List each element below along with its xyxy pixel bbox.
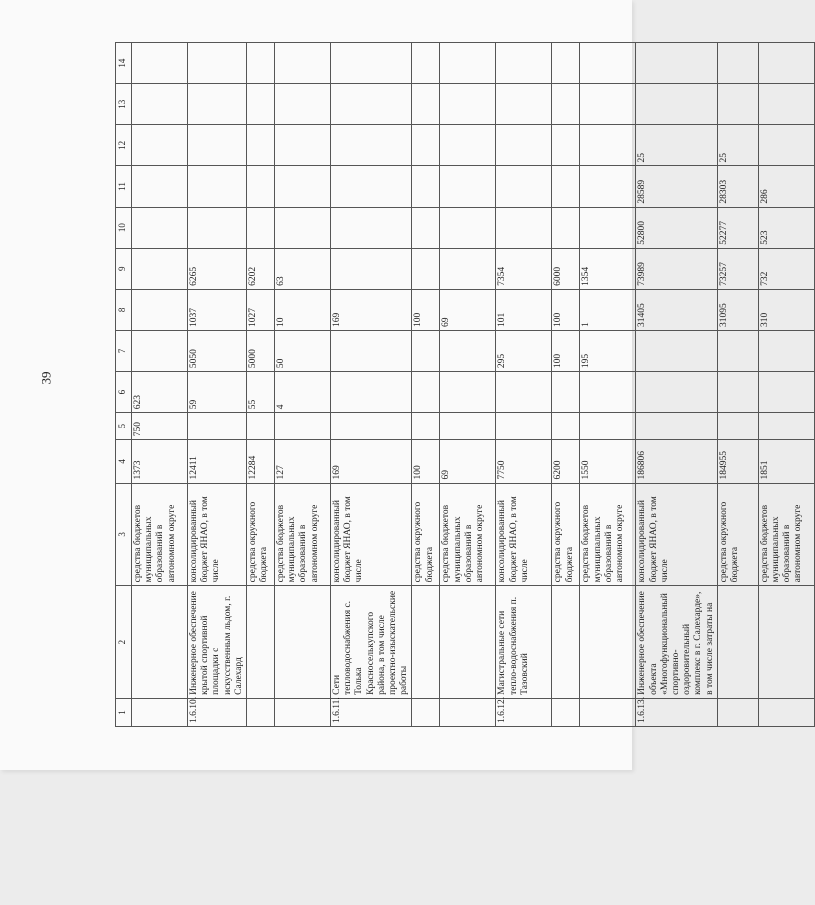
- year-4-cell: 310: [758, 289, 814, 330]
- funding-source-cell: средства окружного бюджета: [552, 483, 580, 586]
- year-9-cell: [247, 84, 275, 125]
- year-2-cell: 4: [275, 372, 331, 413]
- year-6-cell: [275, 207, 331, 248]
- total-cell: 100: [412, 440, 440, 483]
- rotated-table-wrapper: [115, 42, 804, 727]
- year-8-cell: [188, 125, 247, 166]
- year-7-cell: 286: [758, 166, 814, 207]
- year-1-cell: [440, 413, 496, 440]
- year-10-cell: [188, 43, 247, 84]
- year-6-cell: 52800: [636, 207, 717, 248]
- total-cell: 1373: [132, 440, 188, 483]
- funding-source-cell: средства бюджетов муниципальных образований в автономном округе: [440, 483, 496, 586]
- object-name-cell: [247, 586, 275, 699]
- object-name-cell: Инженерное обеспечение объекта «Многофункциональный спортивно-оздоровительный комплекс в г. Салехарде», в том числе затраты на: [636, 586, 717, 699]
- year-7-cell: [132, 166, 188, 207]
- year-5-cell: [412, 248, 440, 289]
- funding-source-cell: консолидированный бюджет ЯНАО, в том числе: [496, 483, 552, 586]
- year-8-cell: [496, 125, 552, 166]
- column-number-header: 2: [116, 586, 132, 699]
- year-2-cell: [580, 372, 636, 413]
- year-2-cell: [496, 372, 552, 413]
- funding-source-cell: средства бюджетов муниципальных образований в автономном округе: [132, 483, 188, 586]
- year-8-cell: [552, 125, 580, 166]
- row-number-cell: 1.6.13.: [636, 698, 717, 726]
- year-7-cell: [580, 166, 636, 207]
- year-6-cell: [440, 207, 496, 248]
- year-10-cell: [331, 43, 412, 84]
- column-number-header: 3: [116, 483, 132, 586]
- year-1-cell: [188, 413, 247, 440]
- year-2-cell: 55: [247, 372, 275, 413]
- year-6-cell: [552, 207, 580, 248]
- object-name-cell: [132, 586, 188, 699]
- year-4-cell: 10: [275, 289, 331, 330]
- object-name-cell: Сети тепловодоснабжения с. Толька Красноселькупского района, в том числе проектно-изыскательские работы: [331, 586, 412, 699]
- year-5-cell: [440, 248, 496, 289]
- year-4-cell: 31095: [717, 289, 758, 330]
- column-number-header: 9: [116, 248, 132, 289]
- year-10-cell: [552, 43, 580, 84]
- year-2-cell: [331, 372, 412, 413]
- total-cell: 7750: [496, 440, 552, 483]
- year-1-cell: [331, 413, 412, 440]
- year-8-cell: [331, 125, 412, 166]
- year-8-cell: 25: [717, 125, 758, 166]
- table-row: [132, 43, 188, 727]
- year-6-cell: [496, 207, 552, 248]
- year-9-cell: [580, 84, 636, 125]
- column-number-header: 14: [116, 43, 132, 84]
- year-8-cell: [440, 125, 496, 166]
- year-5-cell: 1354: [580, 248, 636, 289]
- year-4-cell: 101: [496, 289, 552, 330]
- table-row: [412, 43, 440, 727]
- object-name-cell: [440, 586, 496, 699]
- object-name-cell: [758, 586, 814, 699]
- table-row: [758, 43, 814, 727]
- row-number-cell: 1.6.10.: [188, 698, 247, 726]
- year-5-cell: 73257: [717, 248, 758, 289]
- year-6-cell: [580, 207, 636, 248]
- row-number-cell: [717, 698, 758, 726]
- year-7-cell: [188, 166, 247, 207]
- total-cell: 186806: [636, 440, 717, 483]
- object-name-cell: [412, 586, 440, 699]
- funding-source-cell: средства окружного бюджета: [412, 483, 440, 586]
- year-8-cell: [132, 125, 188, 166]
- year-9-cell: [552, 84, 580, 125]
- year-2-cell: [717, 372, 758, 413]
- year-7-cell: [440, 166, 496, 207]
- object-name-cell: [717, 586, 758, 699]
- year-3-cell: 295: [496, 330, 552, 371]
- year-9-cell: [636, 84, 717, 125]
- funding-source-cell: средства бюджетов муниципальных образований в автономном округе: [580, 483, 636, 586]
- total-cell: 1550: [580, 440, 636, 483]
- year-4-cell: 31405: [636, 289, 717, 330]
- row-number-cell: [132, 698, 188, 726]
- year-4-cell: 169: [331, 289, 412, 330]
- year-3-cell: 100: [552, 330, 580, 371]
- table-row: [496, 43, 552, 727]
- year-7-cell: 28589: [636, 166, 717, 207]
- year-4-cell: [132, 289, 188, 330]
- year-8-cell: [247, 125, 275, 166]
- year-1-cell: [717, 413, 758, 440]
- funding-source-cell: консолидированный бюджет ЯНАО, в том числе: [188, 483, 247, 586]
- year-6-cell: [247, 207, 275, 248]
- year-4-cell: 1027: [247, 289, 275, 330]
- year-9-cell: [331, 84, 412, 125]
- year-6-cell: [331, 207, 412, 248]
- year-2-cell: [552, 372, 580, 413]
- table-row: [580, 43, 636, 727]
- year-10-cell: [758, 43, 814, 84]
- budget-table: [115, 42, 815, 727]
- object-name-cell: [580, 586, 636, 699]
- year-6-cell: 523: [758, 207, 814, 248]
- row-number-cell: 1.6.11.: [331, 698, 412, 726]
- year-5-cell: 7354: [496, 248, 552, 289]
- year-4-cell: 100: [552, 289, 580, 330]
- year-9-cell: [132, 84, 188, 125]
- year-3-cell: [717, 330, 758, 371]
- year-2-cell: [636, 372, 717, 413]
- year-2-cell: [440, 372, 496, 413]
- year-7-cell: [331, 166, 412, 207]
- year-5-cell: 732: [758, 248, 814, 289]
- total-cell: 12411: [188, 440, 247, 483]
- funding-source-cell: средства окружного бюджета: [717, 483, 758, 586]
- column-number-header: 1: [116, 698, 132, 726]
- year-10-cell: [132, 43, 188, 84]
- year-6-cell: [412, 207, 440, 248]
- year-6-cell: [132, 207, 188, 248]
- year-7-cell: [275, 166, 331, 207]
- year-4-cell: 69: [440, 289, 496, 330]
- total-cell: 169: [331, 440, 412, 483]
- table-row: [636, 43, 717, 727]
- funding-source-cell: консолидированный бюджет ЯНАО, в том числе: [331, 483, 412, 586]
- row-number-cell: [247, 698, 275, 726]
- year-3-cell: [636, 330, 717, 371]
- header-row: [116, 43, 132, 727]
- table-row: [552, 43, 580, 727]
- year-1-cell: [552, 413, 580, 440]
- table-row: [331, 43, 412, 727]
- year-5-cell: 6202: [247, 248, 275, 289]
- year-5-cell: [331, 248, 412, 289]
- year-10-cell: [496, 43, 552, 84]
- column-number-header: 7: [116, 330, 132, 371]
- total-cell: 1851: [758, 440, 814, 483]
- year-1-cell: 750: [132, 413, 188, 440]
- year-7-cell: [247, 166, 275, 207]
- year-10-cell: [636, 43, 717, 84]
- year-9-cell: [440, 84, 496, 125]
- year-5-cell: 73989: [636, 248, 717, 289]
- funding-source-cell: средства бюджетов муниципальных образований в автономном округе: [275, 483, 331, 586]
- year-5-cell: 6000: [552, 248, 580, 289]
- year-10-cell: [412, 43, 440, 84]
- year-4-cell: 1: [580, 289, 636, 330]
- column-number-header: 6: [116, 372, 132, 413]
- year-6-cell: 52277: [717, 207, 758, 248]
- total-cell: 127: [275, 440, 331, 483]
- year-5-cell: 6265: [188, 248, 247, 289]
- year-9-cell: [188, 84, 247, 125]
- year-3-cell: [440, 330, 496, 371]
- row-number-cell: [758, 698, 814, 726]
- row-number-cell: [580, 698, 636, 726]
- year-2-cell: [758, 372, 814, 413]
- year-1-cell: [412, 413, 440, 440]
- year-9-cell: [275, 84, 331, 125]
- year-9-cell: [758, 84, 814, 125]
- year-9-cell: [717, 84, 758, 125]
- year-7-cell: [496, 166, 552, 207]
- year-9-cell: [412, 84, 440, 125]
- page-number: 39: [38, 371, 54, 385]
- funding-source-cell: средства бюджетов муниципальных образований в автономном округе: [758, 483, 814, 586]
- total-cell: 6200: [552, 440, 580, 483]
- year-1-cell: [758, 413, 814, 440]
- year-3-cell: [758, 330, 814, 371]
- year-10-cell: [717, 43, 758, 84]
- year-3-cell: [412, 330, 440, 371]
- object-name-cell: Инженерное обеспечение крытой спортивной площадки с искусственным льдом, г. Салехард: [188, 586, 247, 699]
- column-number-header: 4: [116, 440, 132, 483]
- year-7-cell: [552, 166, 580, 207]
- table-body: [132, 43, 815, 727]
- table-row: [247, 43, 275, 727]
- row-number-cell: [552, 698, 580, 726]
- year-7-cell: [412, 166, 440, 207]
- year-10-cell: [440, 43, 496, 84]
- year-1-cell: [636, 413, 717, 440]
- year-9-cell: [496, 84, 552, 125]
- year-5-cell: [132, 248, 188, 289]
- year-10-cell: [247, 43, 275, 84]
- year-4-cell: 100: [412, 289, 440, 330]
- year-4-cell: 1037: [188, 289, 247, 330]
- funding-source-cell: консолидированный бюджет ЯНАО, в том числе: [636, 483, 717, 586]
- year-3-cell: [331, 330, 412, 371]
- column-number-header: 12: [116, 125, 132, 166]
- table-row: [440, 43, 496, 727]
- year-2-cell: 623: [132, 372, 188, 413]
- year-8-cell: [758, 125, 814, 166]
- year-3-cell: 195: [580, 330, 636, 371]
- year-1-cell: [275, 413, 331, 440]
- year-5-cell: 63: [275, 248, 331, 289]
- object-name-cell: [275, 586, 331, 699]
- year-7-cell: 28303: [717, 166, 758, 207]
- row-number-cell: [440, 698, 496, 726]
- table-row: [275, 43, 331, 727]
- year-6-cell: [188, 207, 247, 248]
- year-8-cell: 25: [636, 125, 717, 166]
- column-number-header: 13: [116, 84, 132, 125]
- year-10-cell: [580, 43, 636, 84]
- year-3-cell: [132, 330, 188, 371]
- column-number-header: 11: [116, 166, 132, 207]
- row-number-cell: [412, 698, 440, 726]
- total-cell: 12284: [247, 440, 275, 483]
- year-8-cell: [412, 125, 440, 166]
- year-3-cell: 5000: [247, 330, 275, 371]
- object-name-cell: Магистральные сети тепло-водоснабжения п. Тазовский: [496, 586, 552, 699]
- column-number-header: 10: [116, 207, 132, 248]
- year-1-cell: [496, 413, 552, 440]
- year-2-cell: [412, 372, 440, 413]
- total-cell: 69: [440, 440, 496, 483]
- year-1-cell: [580, 413, 636, 440]
- year-1-cell: [247, 413, 275, 440]
- column-number-header: 5: [116, 413, 132, 440]
- year-3-cell: 50: [275, 330, 331, 371]
- total-cell: 184955: [717, 440, 758, 483]
- year-10-cell: [275, 43, 331, 84]
- object-name-cell: [552, 586, 580, 699]
- row-number-cell: [275, 698, 331, 726]
- column-number-header: 8: [116, 289, 132, 330]
- year-8-cell: [275, 125, 331, 166]
- table-row: [188, 43, 247, 727]
- year-8-cell: [580, 125, 636, 166]
- row-number-cell: 1.6.12.: [496, 698, 552, 726]
- year-3-cell: 5050: [188, 330, 247, 371]
- year-2-cell: 59: [188, 372, 247, 413]
- funding-source-cell: средства окружного бюджета: [247, 483, 275, 586]
- table-row: [717, 43, 758, 727]
